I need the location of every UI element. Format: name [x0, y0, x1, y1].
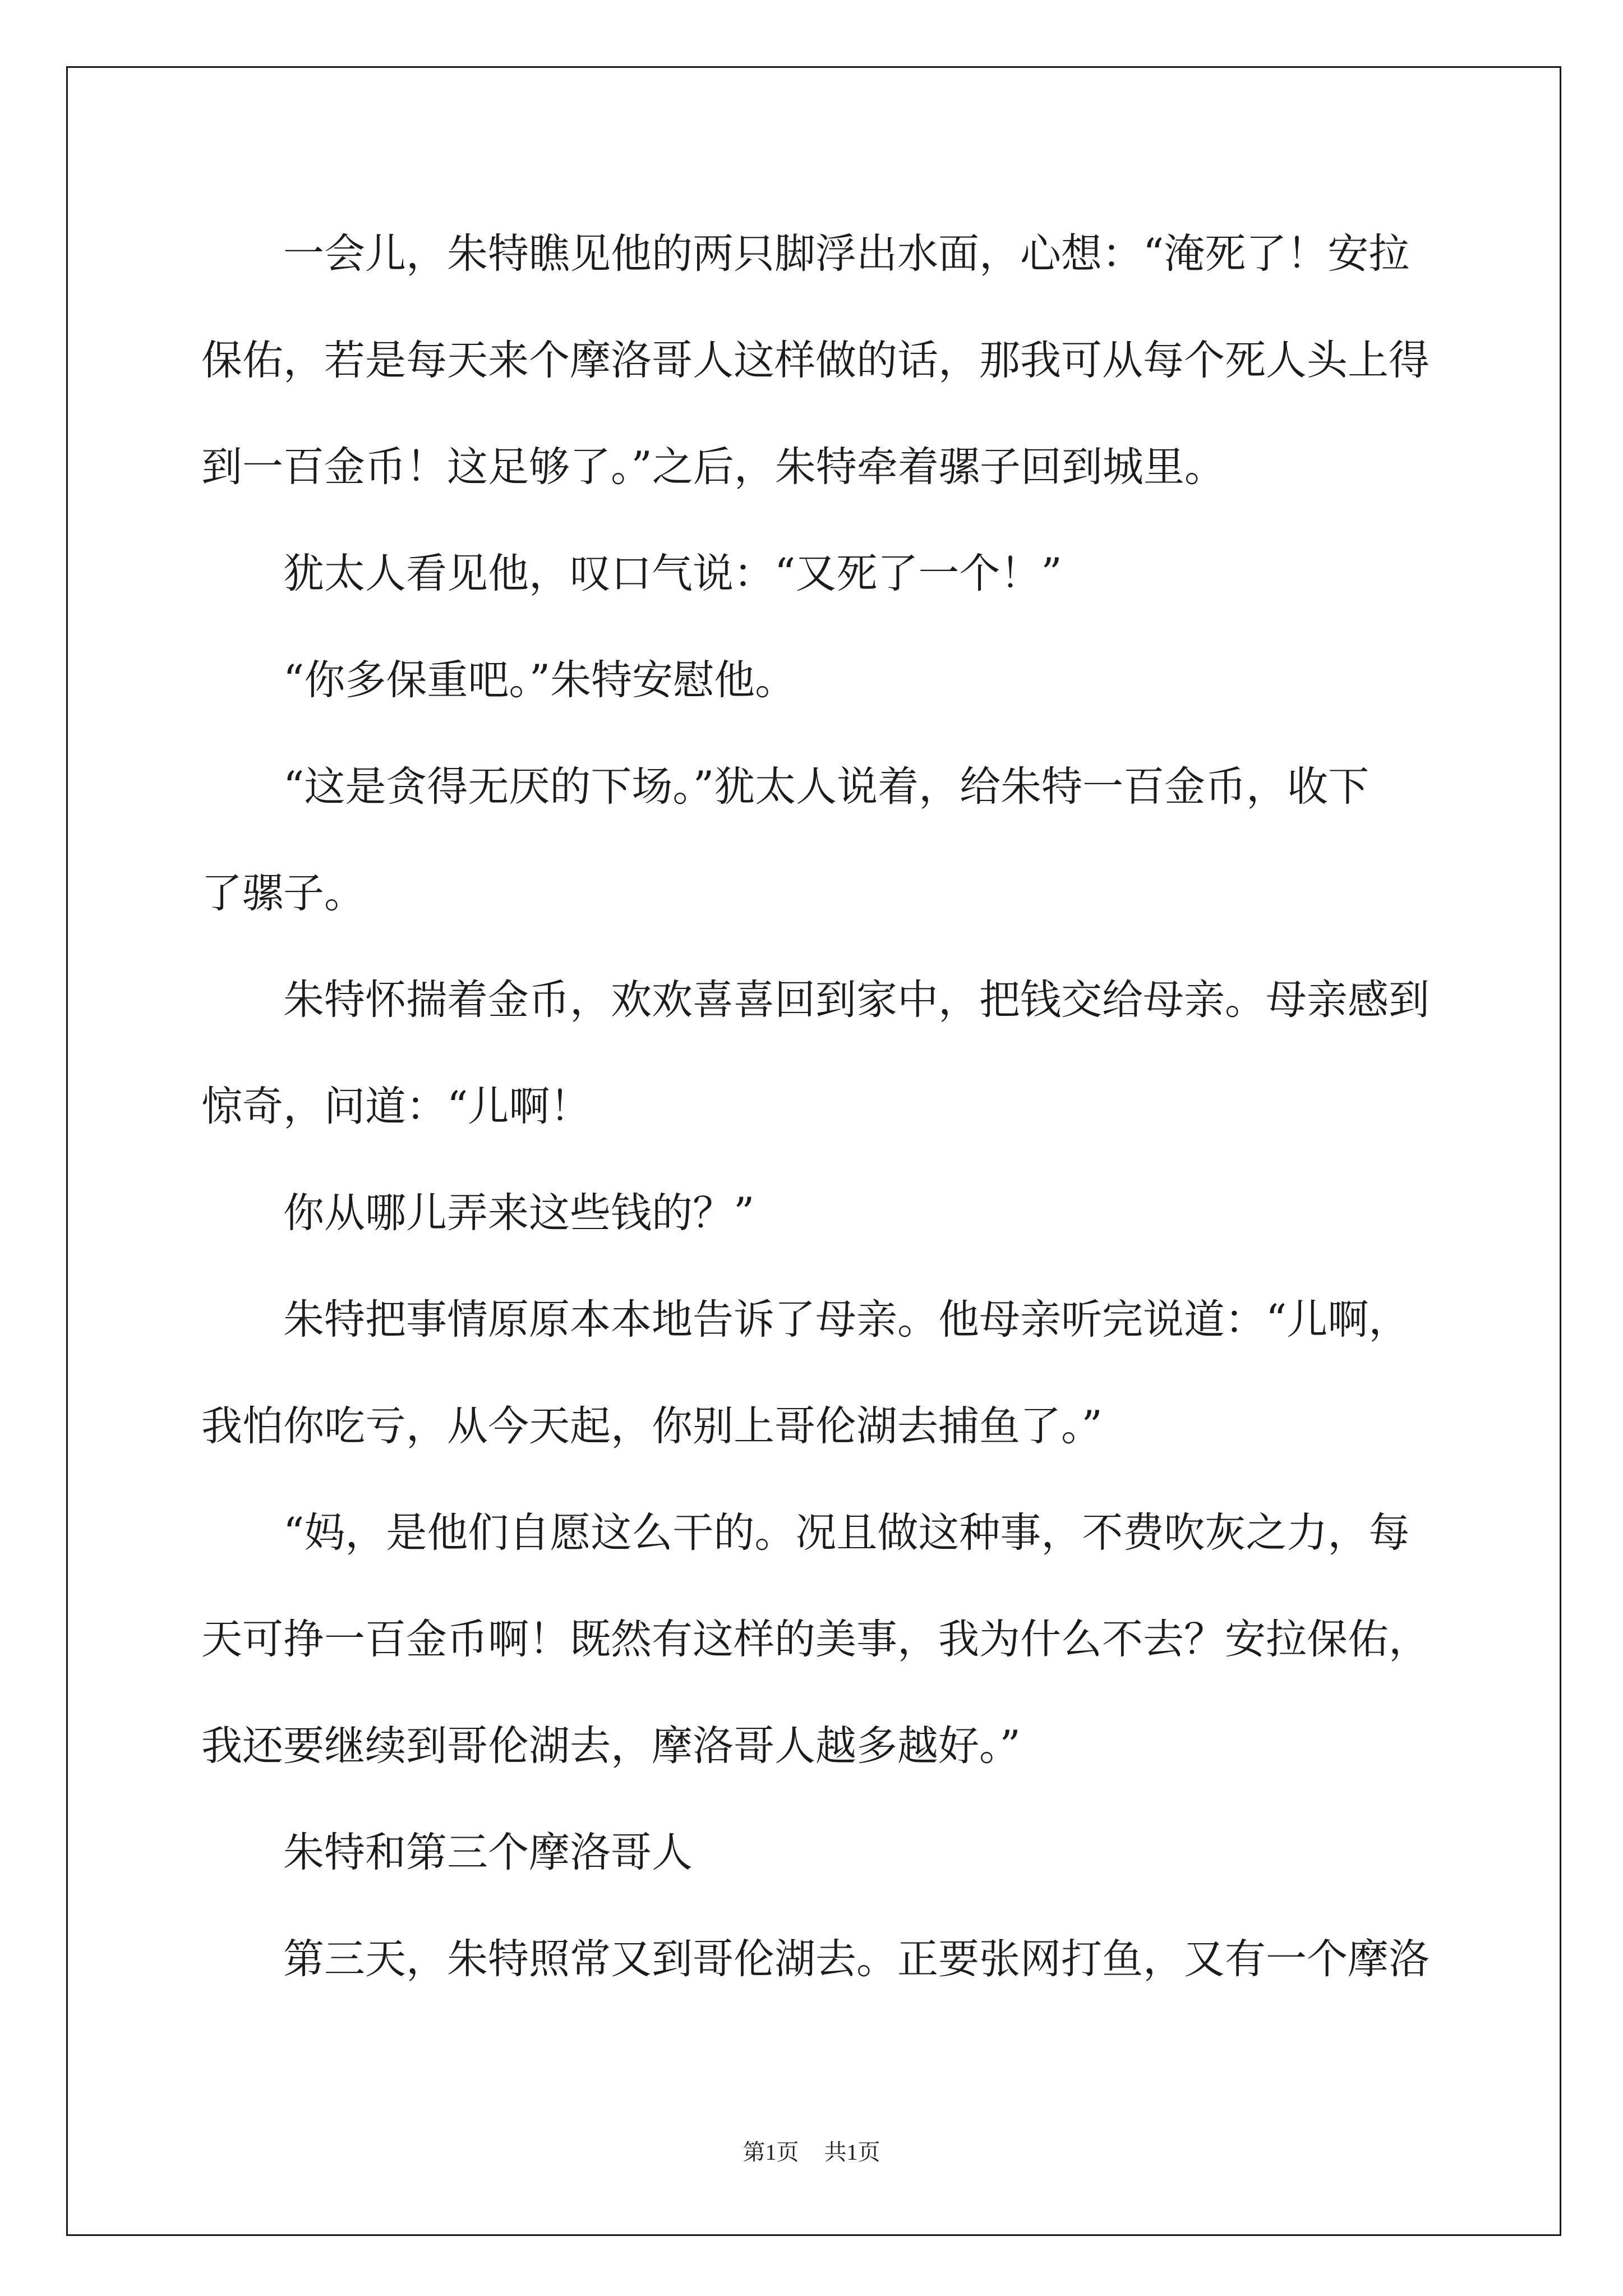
text-line: “妈，是他们自愿这么干的。况且做这种事，不费吹灰之力，每 [283, 1509, 1410, 1557]
paragraph [201, 201, 1435, 521]
paragraph [201, 521, 1435, 627]
text-line: 朱特和第三个摩洛哥人 [283, 1829, 693, 1876]
paragraph [201, 947, 1435, 1160]
page-total: 共1页 [824, 2139, 880, 2165]
text-line: 到一百金币！这足够了。”之后，朱特牵着骡子回到城里。 [201, 443, 1225, 491]
section-heading [201, 1800, 1435, 1906]
page-footer [0, 2138, 1623, 2166]
page-number: 第1页 [743, 2139, 799, 2165]
text-line: 你从哪儿弄来这些钱的？” [283, 1189, 755, 1237]
paragraph [201, 1906, 1435, 2013]
text-line: “你多保重吧。”朱特安慰他。 [283, 656, 796, 704]
paragraph [201, 1267, 1435, 1480]
text-line: 我还要继续到哥伦湖去，摩洛哥人越多越好。” [201, 1722, 1021, 1770]
paragraph [201, 627, 1435, 734]
text-line: 我怕你吃亏，从今天起，你别上哥伦湖去捕鱼了。” [201, 1402, 1103, 1450]
text-line: 第三天，朱特照常又到哥伦湖去。正要张网打鱼，又有一个摩洛 [283, 1935, 1430, 1983]
text-line: “这是贪得无厌的下场。”犹太人说着，给朱特一百金币，收下 [283, 763, 1370, 811]
text-line: 一会儿，朱特瞧见他的两只脚浮出水面，心想：“淹死了！安拉 [283, 230, 1410, 278]
text-line: 保佑，若是每天来个摩洛哥人这样做的话，那我可从每个死人头上得 [201, 337, 1430, 384]
text-line: 朱特把事情原原本本地告诉了母亲。他母亲听完说道：“儿啊， [283, 1296, 1410, 1343]
document-body [201, 201, 1435, 2013]
text-line: 天可挣一百金币啊！既然有这样的美事，我为什么不去？安拉保佑， [201, 1616, 1430, 1663]
paragraph [201, 734, 1435, 947]
text-line: 了骡子。 [201, 869, 365, 917]
paragraph [201, 1160, 1435, 1267]
text-line: 朱特怀揣着金币，欢欢喜喜回到家中，把钱交给母亲。母亲感到 [283, 976, 1430, 1024]
text-line: 犹太人看见他，叹口气说：“又死了一个！” [283, 550, 1062, 597]
paragraph [201, 1480, 1435, 1800]
text-line: 惊奇，问道：“儿啊！ [201, 1083, 591, 1130]
